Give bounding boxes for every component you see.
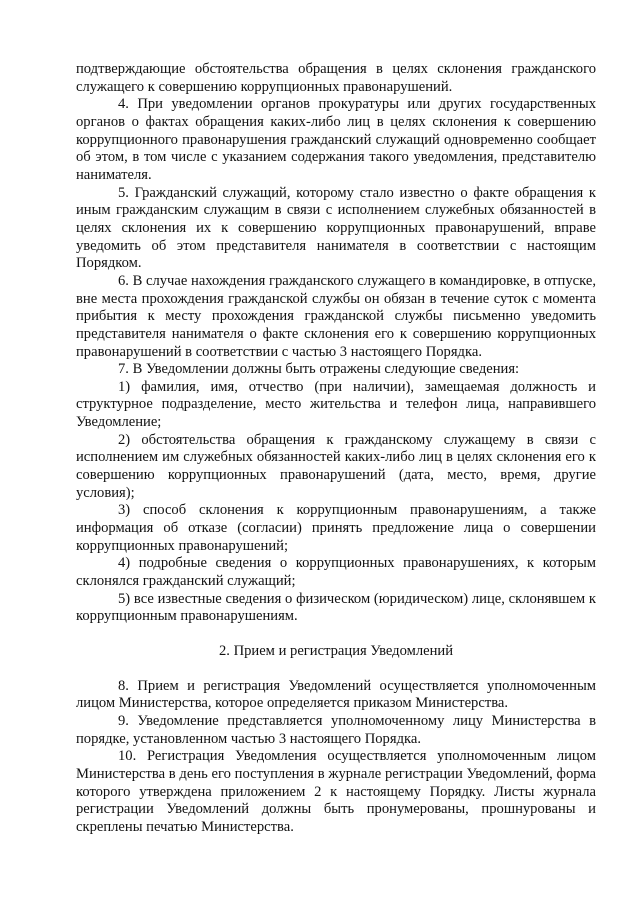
paragraph-item-5: 5. Гражданский служащий, которому стало известно о факте обращения к иным гражданским служащим в связи с исполнением служебных обязанностей в целях склонения их к совершению коррупционных правонарушений, вправе уведомить об этом представителя нанимателя в соответствии с настоящим Порядком. <box>76 184 596 272</box>
list-item-4: 4) подробные сведения о коррупционных правонарушениях, к которым склонялся гражданский служащий; <box>76 555 596 590</box>
paragraph-item-9: 9. Уведомление представляется уполномоченному лицу Министерства в порядке, установленном частью 3 настоящего Порядка. <box>76 712 596 747</box>
document-page <box>76 61 596 837</box>
section-heading: 2. Прием и регистрация Уведомлений <box>218 643 454 659</box>
paragraph-item-10: 10. Регистрация Уведомления осуществляется уполномоченным лицом Министерства в день его поступления в журнале регистрации Уведомлений, форма которого утверждена приложением 2 к настоящему Порядку. Листы журнала регистрации Уведомлений должны быть пронумерованы, прошнурованы и скреплены печатью Министерства. <box>76 748 596 835</box>
paragraph-item-4: 4. При уведомлении органов прокуратуры или других государственных органов о фактах обращения каких-либо лиц в целях склонения к совершению коррупционного правонарушения гражданский служащий одновременно сообщает об этом, в том числе с указанием содержания такого уведомления, представителю нанимателя. <box>76 96 596 183</box>
paragraph-item-8: 8. Прием и регистрация Уведомлений осуществляется уполномоченным лицом Министерства, которое определяется приказом Министерства. <box>76 677 596 712</box>
paragraph-continuation: подтверждающие обстоятельства обращения в целях склонения гражданского служащего к совершению коррупционных правонарушений. <box>76 61 596 95</box>
list-item-2: 2) обстоятельства обращения к гражданскому служащему в связи с исполнением им служебных обязанностей каких-либо лиц в целях склонения его к совершению коррупционных правонарушений (дата, место, время, другие условия); <box>76 431 596 501</box>
paragraph-item-6: 6. В случае нахождения гражданского служащего в командировке, в отпуске, вне места прохождения гражданской службы он обязан в течение суток с момента прибытия к месту прохождения гражданской службы письменно уведомить представителя нанимателя о факте склонения его к совершению коррупционных правонарушений в соответствии с частью 3 настоящего Порядка. <box>76 272 596 360</box>
paragraph-item-7: 7. В Уведомлении должны быть отражены следующие сведения: <box>118 361 520 378</box>
list-item-1: 1) фамилия, имя, отчество (при наличии), замещаемая должность и структурное подразделение, место жительства и телефон лица, направившего Уведомление; <box>76 378 596 431</box>
list-item-5: 5) все известные сведения о физическом (юридическом) лице, склонявшем к коррупционным правонарушениям. <box>76 590 596 625</box>
list-item-3: 3) способ склонения к коррупционным правонарушениям, а также информация об отказе (согласии) принять предложение лица о совершении коррупционных правонарушений; <box>76 502 596 554</box>
